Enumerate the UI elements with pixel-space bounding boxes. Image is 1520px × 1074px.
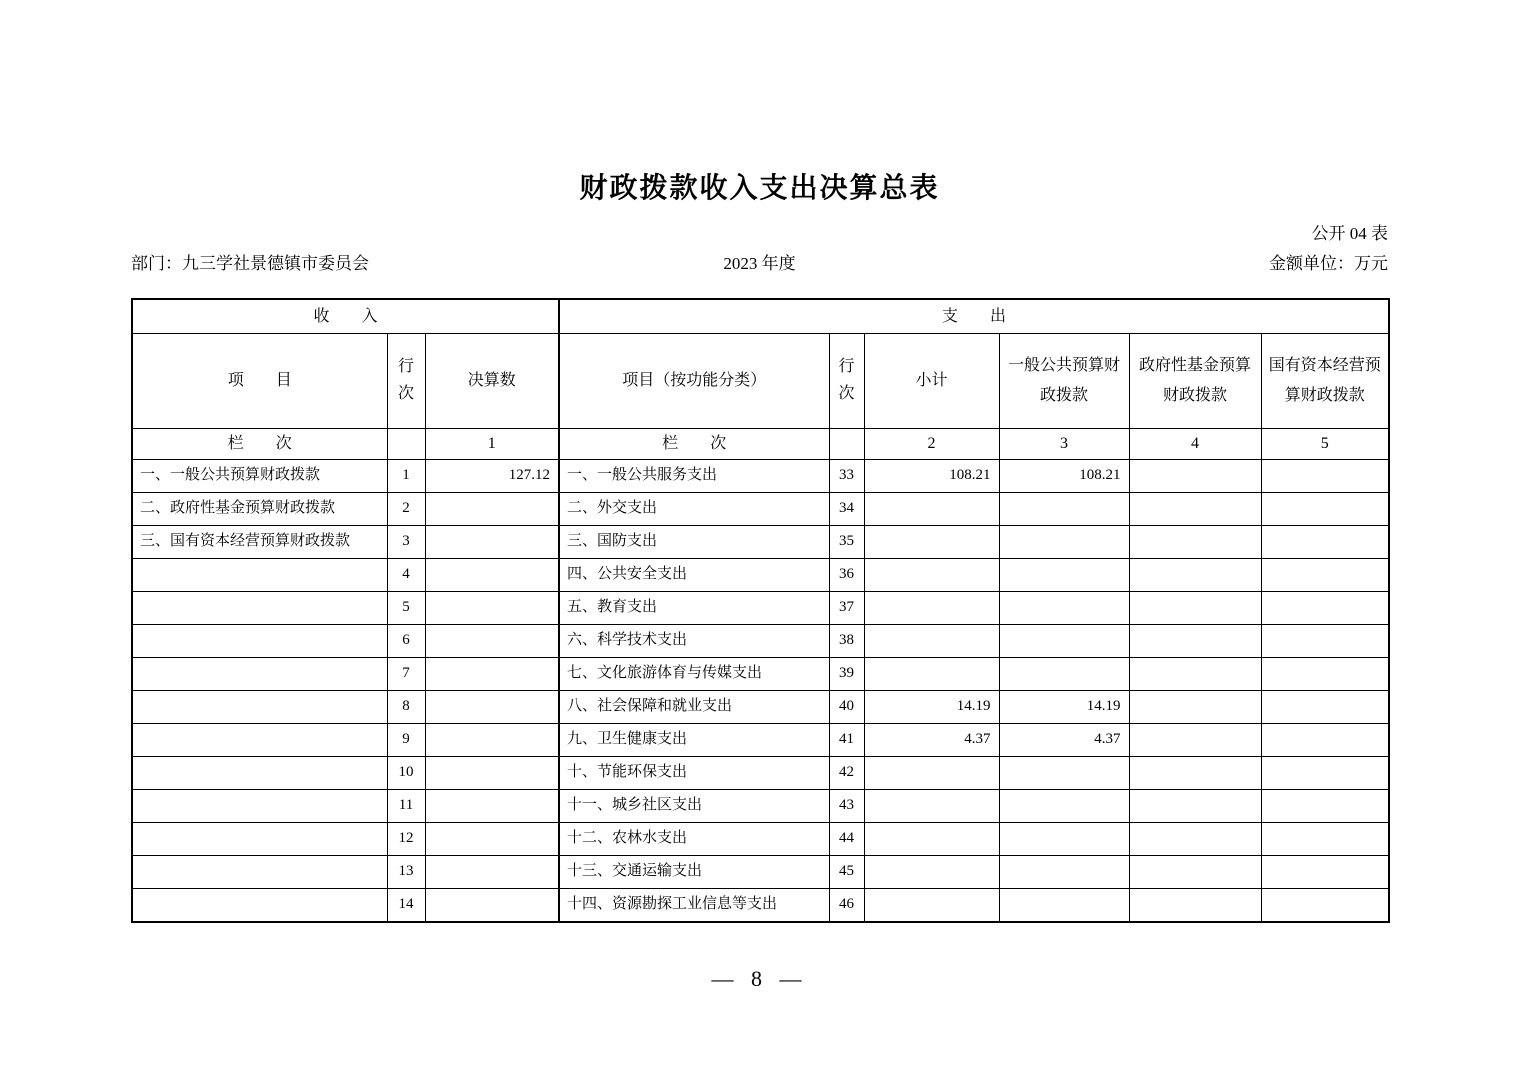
department-label: 部门：九三学社景德镇市委员会 [131, 254, 369, 273]
income-line-cell: 2 [387, 492, 425, 525]
state-capital-cell [1261, 756, 1389, 789]
income-line-cell: 7 [387, 657, 425, 690]
expense-item-cell: 二、外交支出 [559, 492, 829, 525]
general-budget-cell: 14.19 [999, 690, 1129, 723]
amount-unit-label: 金额单位：万元 [1269, 254, 1388, 273]
income-amount-cell: 127.12 [425, 459, 559, 492]
income-item-cell [132, 624, 387, 657]
state-capital-cell [1261, 624, 1389, 657]
table-row [132, 855, 1389, 888]
income-line-cell: 8 [387, 690, 425, 723]
general-budget-cell [999, 855, 1129, 888]
income-line-cell: 12 [387, 822, 425, 855]
col-header-subtotal: 小计 [864, 334, 999, 429]
col-header-expense-line [829, 334, 864, 429]
subtotal-cell: 14.19 [864, 690, 999, 723]
general-budget-cell [999, 624, 1129, 657]
income-line-cell: 14 [387, 888, 425, 922]
income-item-cell [132, 822, 387, 855]
income-line-cell: 9 [387, 723, 425, 756]
general-budget-cell: 4.37 [999, 723, 1129, 756]
general-budget-cell [999, 591, 1129, 624]
general-budget-cell [999, 558, 1129, 591]
gov-fund-cell [1129, 789, 1261, 822]
income-amount-cell [425, 558, 559, 591]
expense-line-cell: 45 [829, 855, 864, 888]
col-header-gov-fund: 政府性基金预算财政拨款 [1129, 334, 1261, 429]
gov-fund-cell [1129, 459, 1261, 492]
general-budget-cell [999, 525, 1129, 558]
subtotal-cell [864, 855, 999, 888]
expense-line-cell: 46 [829, 888, 864, 922]
gov-fund-cell [1129, 888, 1261, 922]
state-capital-cell [1261, 888, 1389, 922]
income-line-cell: 13 [387, 855, 425, 888]
col-header-final-amount: 决算数 [425, 334, 559, 429]
expense-item-cell: 十三、交通运输支出 [559, 855, 829, 888]
subtotal-cell [864, 657, 999, 690]
gov-fund-cell [1129, 624, 1261, 657]
expense-section-header: 支 出 [559, 299, 1389, 334]
state-capital-cell [1261, 789, 1389, 822]
expense-item-cell: 一、一般公共服务支出 [559, 459, 829, 492]
state-capital-cell [1261, 459, 1389, 492]
expense-line-cell: 43 [829, 789, 864, 822]
expense-item-cell: 十四、资源勘探工业信息等支出 [559, 888, 829, 922]
general-budget-cell [999, 756, 1129, 789]
income-amount-cell [425, 888, 559, 922]
subtotal-cell [864, 525, 999, 558]
general-budget-cell [999, 888, 1129, 922]
index-amount: 1 [425, 429, 559, 460]
index-fund: 4 [1129, 429, 1261, 460]
state-capital-cell [1261, 558, 1389, 591]
income-line-cell: 1 [387, 459, 425, 492]
expense-item-cell: 四、公共安全支出 [559, 558, 829, 591]
col-header-income-item: 项 目 [132, 334, 387, 429]
column-header-row [132, 334, 1389, 429]
income-amount-cell [425, 591, 559, 624]
income-item-cell: 二、政府性基金预算财政拨款 [132, 492, 387, 525]
income-amount-cell [425, 525, 559, 558]
gov-fund-cell [1129, 591, 1261, 624]
gov-fund-cell [1129, 723, 1261, 756]
index-income-line [387, 429, 425, 460]
expense-line-cell: 40 [829, 690, 864, 723]
general-budget-cell: 108.21 [999, 459, 1129, 492]
income-line-cell: 3 [387, 525, 425, 558]
general-budget-cell [999, 657, 1129, 690]
gov-fund-cell [1129, 558, 1261, 591]
expense-line-cell: 33 [829, 459, 864, 492]
income-line-cell: 4 [387, 558, 425, 591]
gov-fund-cell [1129, 690, 1261, 723]
state-capital-cell [1261, 723, 1389, 756]
income-item-cell [132, 723, 387, 756]
table-row [132, 723, 1389, 756]
expense-item-cell: 十一、城乡社区支出 [559, 789, 829, 822]
income-item-cell [132, 888, 387, 922]
table-row [132, 492, 1389, 525]
income-line-cell: 5 [387, 591, 425, 624]
gov-fund-cell [1129, 492, 1261, 525]
table-row [132, 690, 1389, 723]
income-amount-cell [425, 690, 559, 723]
table-code: 公开 04 表 [1311, 224, 1388, 243]
index-income-label: 栏 次 [132, 429, 387, 460]
expense-line-cell: 34 [829, 492, 864, 525]
table-row [132, 756, 1389, 789]
general-budget-cell [999, 822, 1129, 855]
income-line-cell: 6 [387, 624, 425, 657]
table-row [132, 888, 1389, 922]
expense-line-cell: 37 [829, 591, 864, 624]
col-header-expense-item: 项目（按功能分类） [559, 334, 829, 429]
expense-item-cell: 九、卫生健康支出 [559, 723, 829, 756]
income-amount-cell [425, 657, 559, 690]
income-line-label: 行次 [397, 358, 414, 403]
subtotal-cell [864, 624, 999, 657]
table-row [132, 657, 1389, 690]
state-capital-cell [1261, 525, 1389, 558]
table-row [132, 789, 1389, 822]
income-item-cell [132, 756, 387, 789]
subtotal-cell [864, 822, 999, 855]
income-amount-cell [425, 822, 559, 855]
state-capital-cell [1261, 822, 1389, 855]
income-item-cell: 三、国有资本经营预算财政拨款 [132, 525, 387, 558]
table-row [132, 591, 1389, 624]
gov-fund-cell [1129, 822, 1261, 855]
page-number: — 8 — [711, 966, 808, 991]
income-item-cell [132, 558, 387, 591]
col-header-state-capital: 国有资本经营预算财政拨款 [1261, 334, 1389, 429]
general-budget-cell [999, 789, 1129, 822]
table-row [132, 558, 1389, 591]
subtotal-cell: 4.37 [864, 723, 999, 756]
income-amount-cell [425, 855, 559, 888]
expense-item-cell: 十、节能环保支出 [559, 756, 829, 789]
expense-line-cell: 36 [829, 558, 864, 591]
column-index-row [132, 429, 1389, 460]
index-capital: 5 [1261, 429, 1389, 460]
page-title: 财政拨款收入支出决算总表 [579, 172, 940, 203]
subtotal-cell [864, 888, 999, 922]
expense-line-cell: 44 [829, 822, 864, 855]
income-item-cell [132, 657, 387, 690]
state-capital-cell [1261, 492, 1389, 525]
expense-item-cell: 七、文化旅游体育与传媒支出 [559, 657, 829, 690]
subtotal-cell: 108.21 [864, 459, 999, 492]
state-capital-cell [1261, 591, 1389, 624]
expense-item-cell: 五、教育支出 [559, 591, 829, 624]
income-section-header: 收 入 [132, 299, 559, 334]
income-item-cell: 一、一般公共预算财政拨款 [132, 459, 387, 492]
fiscal-year-label: 2023 年度 [723, 254, 796, 273]
table-row [132, 525, 1389, 558]
subtotal-cell [864, 558, 999, 591]
meta-row [131, 249, 1388, 274]
income-item-cell [132, 789, 387, 822]
income-amount-cell [425, 624, 559, 657]
gov-fund-cell [1129, 525, 1261, 558]
expense-line-cell: 41 [829, 723, 864, 756]
table-row [132, 822, 1389, 855]
expense-item-cell: 六、科学技术支出 [559, 624, 829, 657]
income-amount-cell [425, 492, 559, 525]
expense-item-cell: 十二、农林水支出 [559, 822, 829, 855]
index-expense-label: 栏 次 [559, 429, 829, 460]
income-amount-cell [425, 723, 559, 756]
state-capital-cell [1261, 690, 1389, 723]
index-subtotal: 2 [864, 429, 999, 460]
expense-line-cell: 39 [829, 657, 864, 690]
fiscal-appropriation-table [131, 298, 1390, 923]
subtotal-cell [864, 756, 999, 789]
income-item-cell [132, 690, 387, 723]
expense-line-cell: 35 [829, 525, 864, 558]
gov-fund-cell [1129, 756, 1261, 789]
expense-line-cell: 42 [829, 756, 864, 789]
section-header-row [132, 299, 1389, 334]
state-capital-cell [1261, 855, 1389, 888]
income-line-cell: 10 [387, 756, 425, 789]
income-amount-cell [425, 756, 559, 789]
general-budget-cell [999, 492, 1129, 525]
gov-fund-cell [1129, 855, 1261, 888]
subtotal-cell [864, 492, 999, 525]
subtotal-cell [864, 789, 999, 822]
table-row [132, 459, 1389, 492]
income-line-cell: 11 [387, 789, 425, 822]
income-item-cell [132, 591, 387, 624]
gov-fund-cell [1129, 657, 1261, 690]
expense-item-cell: 八、社会保障和就业支出 [559, 690, 829, 723]
subtotal-cell [864, 591, 999, 624]
state-capital-cell [1261, 657, 1389, 690]
table-row [132, 624, 1389, 657]
income-item-cell [132, 855, 387, 888]
expense-item-cell: 三、国防支出 [559, 525, 829, 558]
index-general: 3 [999, 429, 1129, 460]
index-expense-line [829, 429, 864, 460]
income-amount-cell [425, 789, 559, 822]
col-header-general-budget: 一般公共预算财政拨款 [999, 334, 1129, 429]
col-header-income-line [387, 334, 425, 429]
expense-line-label: 行次 [838, 358, 855, 403]
expense-line-cell: 38 [829, 624, 864, 657]
